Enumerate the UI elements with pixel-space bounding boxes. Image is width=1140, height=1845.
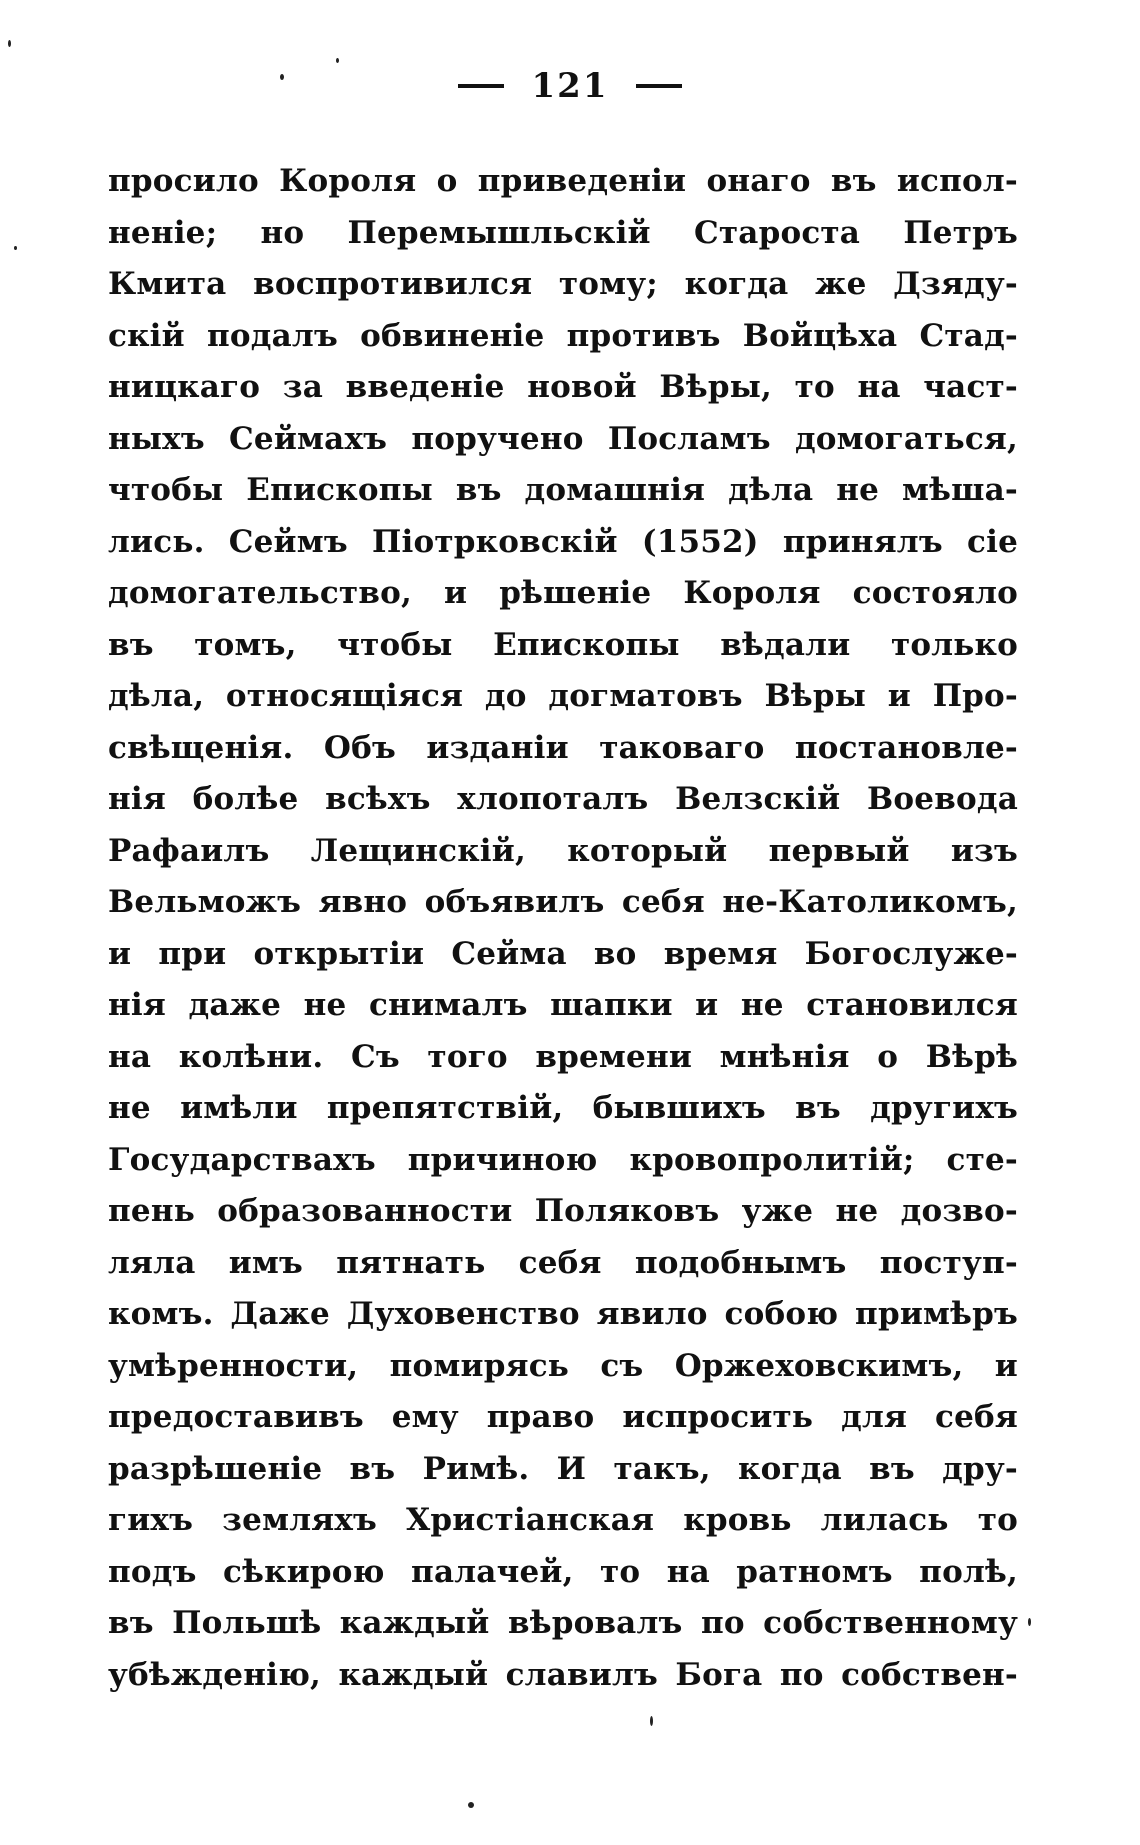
text-line: предоставивъ ему право испросить для себя [108, 1399, 1018, 1435]
page-number: 121 [531, 66, 609, 106]
text-line: нiя даже не снималъ шапки и не становился [108, 987, 1018, 1023]
text-line: просило Короля о приведенiи онаго въ испол- [108, 163, 1018, 199]
text-line: пень образованности Поляковъ уже не дозво- [108, 1193, 1018, 1229]
text-line: Рафаилъ Лещинскiй, который первый изъ [108, 832, 1018, 869]
page-header [0, 66, 1140, 106]
body-text [108, 156, 1018, 1701]
text-line: въ томъ, чтобы Епископы вѣдали только [108, 626, 1018, 663]
text-line: скiй подалъ обвиненiе противъ Войцѣха Стад- [108, 317, 1018, 354]
text-line: гихъ земляхъ Христiанская кровь лилась то [108, 1502, 1018, 1538]
text-line: ляла имъ пятнать себя подобнымъ поступ- [108, 1244, 1018, 1281]
text-line: въ Польшѣ каждый вѣровалъ по собственному [108, 1605, 1018, 1641]
text-line: комъ. Даже Духовенство явило собою примѣръ [108, 1296, 1018, 1332]
scan-speck [14, 246, 17, 250]
text-line: домогательство, и рѣшенiе Короля состояло [108, 575, 1018, 611]
scan-speck [468, 1802, 474, 1808]
text-line: нiя болѣе всѣхъ хлопоталъ Велзскiй Воевода [108, 781, 1018, 817]
text-line: Вельможъ явно объявилъ себя не-Католикомъ, [108, 884, 1018, 920]
text-line: подъ сѣкирою палачей, то на ратномъ полѣ, [108, 1553, 1018, 1590]
scan-speck [1028, 1618, 1031, 1626]
text-line: ныхъ Сеймахъ поручено Посламъ домогаться, [108, 420, 1018, 457]
text-line: ненiе; но Перемышльскiй Старостa Петръ [108, 214, 1018, 251]
scan-speck [280, 74, 284, 80]
text-line: и при открытiи Сейма во время Богослуже- [108, 935, 1018, 972]
text-line: свѣщенiя. Объ изданiи таковаго постановле- [108, 729, 1018, 766]
text-line: Кмита воспротивился тому; когда же Дзяду- [108, 266, 1018, 302]
text-line: дѣла, относящiяся до догматовъ Вѣры и Про- [108, 678, 1018, 714]
text-line: лись. Сеймъ Пiотрковскiй (1552) принялъ сiе [108, 523, 1018, 560]
scan-speck [336, 58, 339, 63]
text-line: на колѣни. Съ того времени мнѣнiя о Вѣрѣ [108, 1038, 1018, 1075]
scan-speck [650, 1716, 653, 1726]
text-line: разрѣшенiе въ Римѣ. И такъ, когда въ дру- [108, 1450, 1018, 1487]
text-line: Государствахъ причиною кровопролитiй; сте- [108, 1141, 1018, 1178]
text-line: умѣренности, помирясь съ Оржеховскимъ, и [108, 1347, 1018, 1384]
text-line: ницкаго за введенiе новой Вѣры, то на част- [108, 369, 1018, 405]
text-line: чтобы Епископы въ домашнiя дѣла не мѣша- [108, 472, 1018, 508]
right-dash [636, 84, 682, 88]
scan-speck [8, 40, 11, 47]
text-line: убѣжденiю, каждый славилъ Бога по собствен- [108, 1656, 1018, 1693]
left-dash [458, 84, 504, 88]
text-line: не имѣли препятствiй, бывшихъ въ другихъ [108, 1090, 1018, 1126]
